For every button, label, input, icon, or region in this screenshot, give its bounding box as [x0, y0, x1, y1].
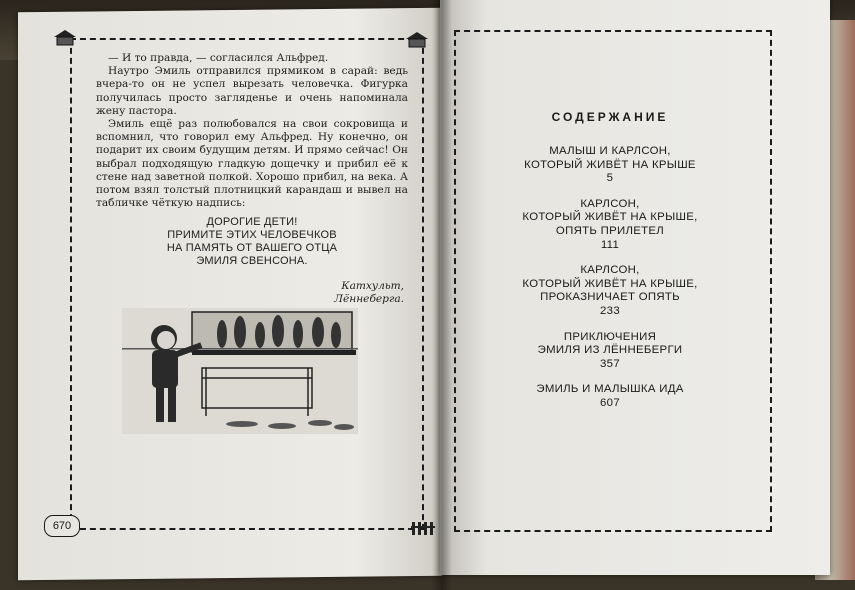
sign-line: ЭМИЛЯ СВЕНСОНА.: [196, 255, 308, 268]
signature-line: Лённеберга.: [334, 293, 404, 306]
book-gutter-shadow: [432, 0, 452, 590]
toc-title: СОДЕРЖАНИЕ: [551, 110, 669, 124]
paragraph: Наутро Эмиль отправился прямиком в сарай: ведь вчера-то он не успел вырезать человечка. Фигурка получилась просто загляденье и очень напоминала жену пастора.: [96, 65, 408, 117]
toc-entry: [470, 198, 750, 252]
table-of-contents: [470, 110, 750, 423]
sign-line: НА ПАМЯТЬ ОТ ВАШЕГО ОТЦА: [166, 242, 338, 255]
toc-entry-page: 5: [606, 172, 614, 185]
toc-entry-page: 607: [600, 396, 620, 409]
toc-entry-title: ОПЯТЬ ПРИЛЕТЕЛ: [555, 224, 665, 237]
toc-entry-page: 111: [600, 238, 620, 251]
toc-entry-title: МАЛЫШ И КАРЛСОН,: [549, 145, 671, 157]
toc-entry-title: КОТОРЫЙ ЖИВЁТ НА КРЫШЕ,: [522, 211, 698, 224]
toc-entry-title: ЭМИЛЯ ИЗ ЛЁННЕБЕРГИ: [537, 344, 683, 357]
signature-line: Катхульт,: [341, 280, 404, 293]
story-text: [96, 52, 408, 306]
toc-entry: [470, 145, 750, 186]
signature: [96, 280, 408, 306]
page-number: 670: [44, 515, 80, 537]
toc-entry-page: 357: [600, 357, 620, 370]
house-icon: [52, 28, 78, 46]
toc-entry-title: КОТОРЫЙ ЖИВЁТ НА КРЫШЕ,: [522, 277, 698, 290]
sign-inscription: [96, 216, 408, 268]
house-icon: [404, 30, 430, 48]
toc-entry-title: КАРЛСОН,: [580, 264, 640, 277]
toc-entry-title: ПРИКЛЮЧЕНИЯ: [563, 330, 657, 343]
paragraph: — И то правда, — согласился Альфред.: [108, 52, 329, 64]
toc-entry: [470, 264, 750, 318]
toc-entry-title: КАРЛСОН,: [580, 197, 640, 210]
sign-line: ДОРОГИЕ ДЕТИ!: [206, 216, 298, 229]
paragraph: Эмиль ещё раз полюбовался на свои сокровища и вспомнил, что говорил ему Альфред. Ну конечно, он подарит их своим будущим детям. И прямо сейчас! Он выбрал подходящую гладкую дощечку и прибил её к стене над заветной полкой. Хорошо прибил, на века. А потом взял толстый плотницкий карандаш и вывел на табличке чёткую надпись:: [96, 118, 408, 210]
toc-entry: [470, 331, 750, 372]
boy-workshop-illustration: [122, 308, 358, 434]
toc-entry-title: ПРОКАЗНИЧАЕТ ОПЯТЬ: [540, 291, 680, 304]
sign-line: ПРИМИТЕ ЭТИХ ЧЕЛОВЕЧКОВ: [167, 229, 337, 242]
toc-entry-page: 233: [600, 304, 620, 317]
toc-entry-title: КОТОРЫЙ ЖИВЁТ НА КРЫШЕ: [524, 158, 696, 171]
toc-entry: [470, 383, 750, 410]
toc-entry-title: ЭМИЛЬ И МАЛЫШКА ИДА: [536, 383, 684, 396]
